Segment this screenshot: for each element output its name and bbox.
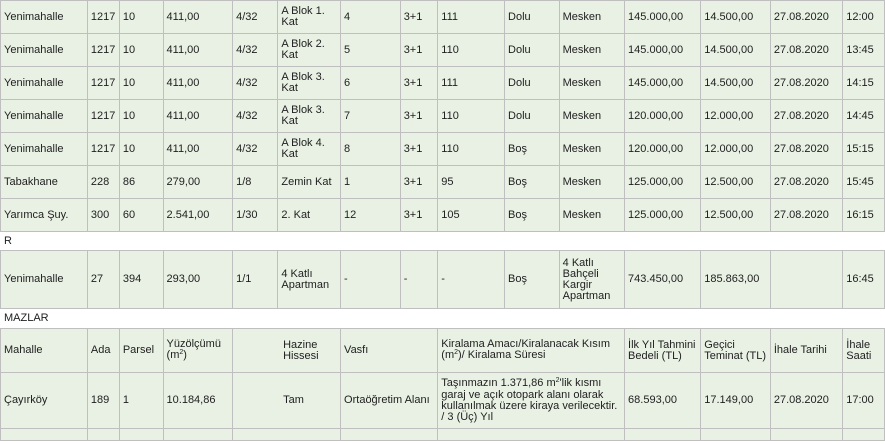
cell-bedel: 125.000,00 bbox=[625, 199, 701, 232]
cell-yuzolcumu: 279,00 bbox=[163, 166, 233, 199]
cell-mahalle: Yarımca Şuy. bbox=[1, 199, 88, 232]
section-title: MAZLAR bbox=[1, 309, 885, 329]
cell-bedel: 145.000,00 bbox=[625, 67, 701, 100]
section-title-row bbox=[1, 232, 885, 251]
cell-durum: Boş bbox=[505, 199, 560, 232]
cell-alan: 111 bbox=[438, 67, 505, 100]
cell-tarih: 27.08.2020 bbox=[770, 1, 842, 34]
cell-alan: - bbox=[438, 251, 505, 309]
cell-yuzolcumu: 411,00 bbox=[163, 100, 233, 133]
cell-yuzolcumu: 411,00 bbox=[163, 34, 233, 67]
cell-tarih: 27.08.2020 bbox=[770, 67, 842, 100]
cell-no: 8 bbox=[341, 133, 401, 166]
cell-ada: 1217 bbox=[87, 1, 119, 34]
table-row bbox=[1, 373, 885, 429]
cell-saat: 14:15 bbox=[843, 67, 885, 100]
cell-saat: 12:00 bbox=[843, 1, 885, 34]
cell-alan: 110 bbox=[438, 100, 505, 133]
cell-mahalle: Yenimahalle bbox=[1, 251, 88, 309]
cell-oda: 3+1 bbox=[400, 133, 438, 166]
cell-saat: 14:45 bbox=[843, 100, 885, 133]
cell-ada: 1217 bbox=[87, 100, 119, 133]
cell-nitelik: Mesken bbox=[559, 133, 624, 166]
table-row bbox=[1, 1, 885, 34]
cell-nitelik: Mesken bbox=[559, 67, 624, 100]
cell-parsel: 10 bbox=[119, 100, 163, 133]
table-row bbox=[1, 34, 885, 67]
cell-alan: 95 bbox=[438, 166, 505, 199]
cell-parsel: 86 bbox=[119, 166, 163, 199]
cell-hisse: 4/32 bbox=[233, 67, 278, 100]
cell-alan: 105 bbox=[438, 199, 505, 232]
cell-parsel: 10 bbox=[119, 67, 163, 100]
cell-no: 5 bbox=[341, 34, 401, 67]
cell-nitelik: Mesken bbox=[559, 166, 624, 199]
cell-kat: A Blok 2. Kat bbox=[278, 34, 341, 67]
cell-ada: 189 bbox=[87, 373, 119, 429]
cell-hisse: 4/32 bbox=[233, 133, 278, 166]
section-title-row bbox=[1, 309, 885, 329]
cell-ada: 300 bbox=[87, 199, 119, 232]
cell-hisse: 1/1 bbox=[233, 251, 278, 309]
cell-teminat: 12.000,00 bbox=[701, 133, 771, 166]
cell-no: 7 bbox=[341, 100, 401, 133]
cell-durum: Boş bbox=[505, 166, 560, 199]
cell-yuzolcumu: 293,00 bbox=[163, 251, 233, 309]
cell-tarih: 27.08.2020 bbox=[770, 373, 842, 429]
cell-alan: 110 bbox=[438, 133, 505, 166]
cell-kat: A Blok 3. Kat bbox=[278, 100, 341, 133]
cell-bedel: 120.000,00 bbox=[625, 133, 701, 166]
cell-tarih: 27.08.2020 bbox=[770, 133, 842, 166]
cell-no: 6 bbox=[341, 67, 401, 100]
cell-teminat: 12.500,00 bbox=[701, 166, 771, 199]
cell-tarih: 27.08.2020 bbox=[770, 166, 842, 199]
cell-teminat: 12.000,00 bbox=[701, 100, 771, 133]
cell-teminat: 185.863,00 bbox=[701, 251, 771, 309]
cell-alan: 110 bbox=[438, 34, 505, 67]
cell-oda: 3+1 bbox=[400, 34, 438, 67]
cell-bedel: 145.000,00 bbox=[625, 34, 701, 67]
cell-teminat: 17.149,00 bbox=[701, 373, 771, 429]
cell-oda: 3+1 bbox=[400, 100, 438, 133]
cell-ada: 1217 bbox=[87, 67, 119, 100]
cell-saat: 15:15 bbox=[843, 133, 885, 166]
cell-hisse: Tam bbox=[233, 373, 341, 429]
cell-alan: 111 bbox=[438, 1, 505, 34]
cell-oda: 3+1 bbox=[400, 1, 438, 34]
cell-kat: 4 Katlı Apartman bbox=[278, 251, 341, 309]
header-mahalle: Mahalle bbox=[1, 329, 88, 373]
cell-durum: Dolu bbox=[505, 1, 560, 34]
cell-bedel: 68.593,00 bbox=[625, 373, 701, 429]
table-header-row bbox=[1, 329, 885, 373]
cell-durum: Boş bbox=[505, 133, 560, 166]
cell-parsel: 10 bbox=[119, 133, 163, 166]
header-ada: Ada bbox=[87, 329, 119, 373]
header-tarih: İhale Tarihi bbox=[770, 329, 842, 373]
header-vasfi: Vasfı bbox=[341, 329, 438, 373]
cell-oda: 3+1 bbox=[400, 199, 438, 232]
header-yuzolcumu: Yüzölçümü $(m^2)$ bbox=[163, 329, 233, 373]
cell-parsel: 60 bbox=[119, 199, 163, 232]
table-row bbox=[1, 100, 885, 133]
cell-bedel: 145.000,00 bbox=[625, 1, 701, 34]
cell-nitelik: Mesken bbox=[559, 199, 624, 232]
cell-hisse: 4/32 bbox=[233, 100, 278, 133]
cell-durum: Dolu bbox=[505, 100, 560, 133]
table-row bbox=[1, 133, 885, 166]
cell-bedel: 743.450,00 bbox=[625, 251, 701, 309]
cell-kat: A Blok 1. Kat bbox=[278, 1, 341, 34]
cell-no: 1 bbox=[341, 166, 401, 199]
cell-yuzolcumu: 10.184,86 bbox=[163, 373, 233, 429]
cell-kat: Zemin Kat bbox=[278, 166, 341, 199]
cell-mahalle: Çayırköy bbox=[1, 373, 88, 429]
cell-no: 4 bbox=[341, 1, 401, 34]
cell-mahalle: Tabakhane bbox=[1, 166, 88, 199]
cell-saat: 15:45 bbox=[843, 166, 885, 199]
cell-mahalle: Yenimahalle bbox=[1, 67, 88, 100]
cell-no: 12 bbox=[341, 199, 401, 232]
cell-teminat: 12.500,00 bbox=[701, 199, 771, 232]
header-amac: Kiralama Amacı/Kiralanacak Kısım $(m^2)/$ Kiralama Süresi bbox=[438, 329, 625, 373]
cell-vasfi: Ortaöğretim Alanı bbox=[341, 373, 438, 429]
cell-durum: Boş bbox=[505, 251, 560, 309]
cell-yuzolcumu: 411,00 bbox=[163, 133, 233, 166]
header-bedel: İlk Yıl Tahmini Bedeli (TL) bbox=[625, 329, 701, 373]
cell-tarih bbox=[770, 251, 842, 309]
cell-oda: 3+1 bbox=[400, 166, 438, 199]
cell-oda: 3+1 bbox=[400, 67, 438, 100]
cell-mahalle: Yenimahalle bbox=[1, 133, 88, 166]
table-row bbox=[1, 251, 885, 309]
cell-mahalle: Yenimahalle bbox=[1, 1, 88, 34]
table-row bbox=[1, 199, 885, 232]
header-saat: İhale Saati bbox=[843, 329, 885, 373]
cell-hisse: 4/32 bbox=[233, 34, 278, 67]
cell-amac: Taşınmazın 1.371,86 $m^2'lik$ kısmı garaj ve açık otopark alanı olarak kullanılmak üzere kiraya verilecektir. / 3 (Üç) Yıl bbox=[438, 373, 625, 429]
cell-bedel: 125.000,00 bbox=[625, 166, 701, 199]
header-hisse: Hazine Hissesi bbox=[233, 329, 341, 373]
cell-hisse: 1/8 bbox=[233, 166, 278, 199]
cell-parsel: 1 bbox=[119, 373, 163, 429]
cell-teminat: 14.500,00 bbox=[701, 1, 771, 34]
cell-parsel: 10 bbox=[119, 34, 163, 67]
table-row bbox=[1, 67, 885, 100]
cell-hisse: 1/30 bbox=[233, 199, 278, 232]
cell-saat: 16:15 bbox=[843, 199, 885, 232]
header-teminat: Geçici Teminat (TL) bbox=[701, 329, 771, 373]
cell-yuzolcumu: 411,00 bbox=[163, 1, 233, 34]
header-parsel: Parsel bbox=[119, 329, 163, 373]
cell-mahalle: Yenimahalle bbox=[1, 34, 88, 67]
cell-hisse: 4/32 bbox=[233, 1, 278, 34]
section-title: R bbox=[1, 232, 885, 251]
cell-parsel: 10 bbox=[119, 1, 163, 34]
cell-ada: 27 bbox=[87, 251, 119, 309]
cell-nitelik: Mesken bbox=[559, 1, 624, 34]
cell-tarih: 27.08.2020 bbox=[770, 199, 842, 232]
cell-saat: 13:45 bbox=[843, 34, 885, 67]
cell-durum: Dolu bbox=[505, 34, 560, 67]
cell-saat: 16:45 bbox=[843, 251, 885, 309]
cell-no: - bbox=[341, 251, 401, 309]
cell-kat: A Blok 4. Kat bbox=[278, 133, 341, 166]
cell-bedel: 120.000,00 bbox=[625, 100, 701, 133]
cell-ada: 1217 bbox=[87, 34, 119, 67]
cell-saat: 17:00 bbox=[843, 373, 885, 429]
cell-ada: 1217 bbox=[87, 133, 119, 166]
cell-yuzolcumu: 2.541,00 bbox=[163, 199, 233, 232]
cell-durum: Dolu bbox=[505, 67, 560, 100]
cell-oda: - bbox=[400, 251, 438, 309]
table-row-partial bbox=[1, 429, 885, 441]
cell-ada: 228 bbox=[87, 166, 119, 199]
cell-tarih: 27.08.2020 bbox=[770, 100, 842, 133]
cell-teminat: 14.500,00 bbox=[701, 34, 771, 67]
cell-teminat: 14.500,00 bbox=[701, 67, 771, 100]
cell-nitelik: 4 Katlı Bahçeli Kargir Apartman bbox=[559, 251, 624, 309]
cell-tarih: 27.08.2020 bbox=[770, 34, 842, 67]
cell-kat: A Blok 3. Kat bbox=[278, 67, 341, 100]
cell-nitelik: Mesken bbox=[559, 100, 624, 133]
table-row bbox=[1, 166, 885, 199]
cell-mahalle: Yenimahalle bbox=[1, 100, 88, 133]
cell-kat: 2. Kat bbox=[278, 199, 341, 232]
cell-parsel: 394 bbox=[119, 251, 163, 309]
cell-yuzolcumu: 411,00 bbox=[163, 67, 233, 100]
cell-nitelik: Mesken bbox=[559, 34, 624, 67]
